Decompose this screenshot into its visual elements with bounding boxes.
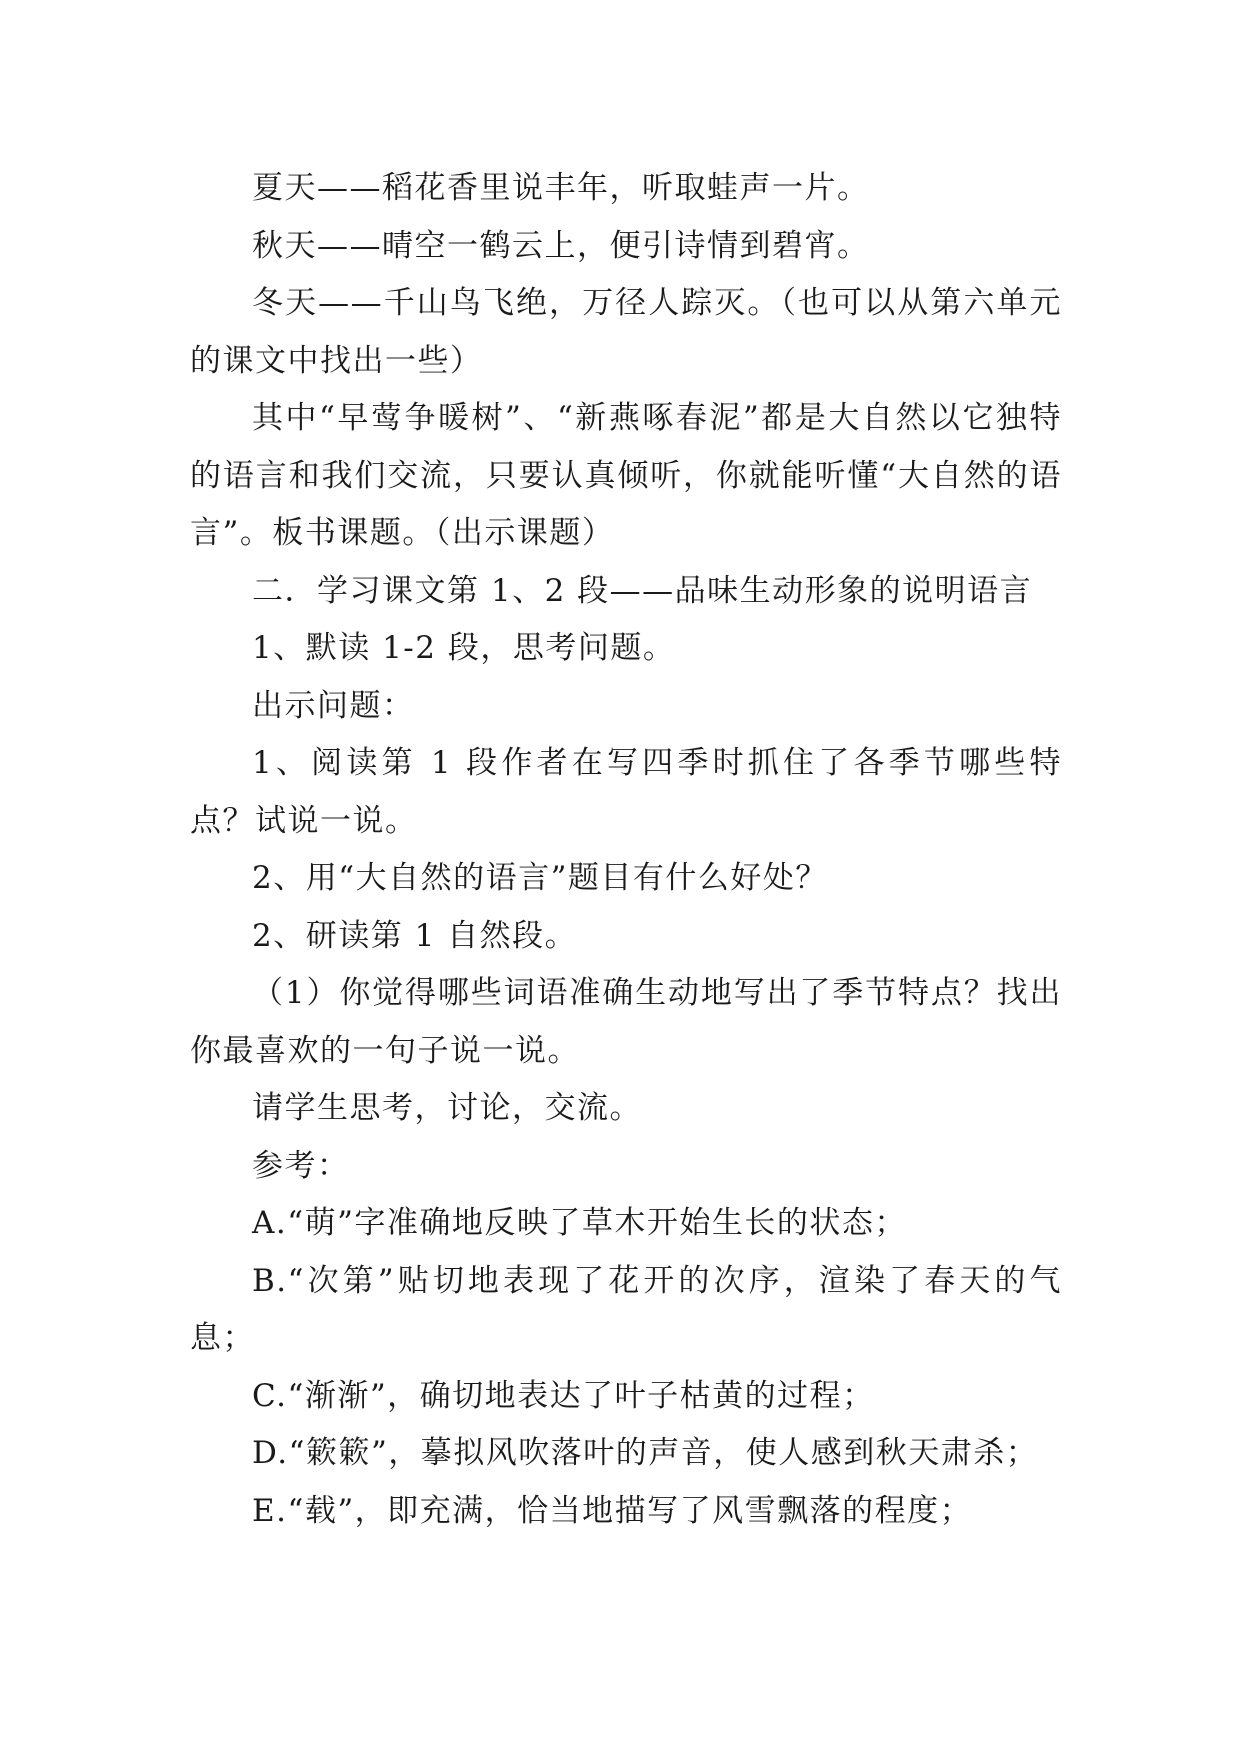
- paragraph-intro-title: 其中“早莺争暖树”、“新燕啄春泥”都是大自然以它独特的语言和我们交流，只要认真倾听，你就能听懂“大自然的语言”。板书课题。（出示课题）: [190, 400, 1062, 551]
- step-study-paragraph-1: 2、研读第 1 自然段。: [252, 917, 578, 954]
- document-body: [190, 160, 1062, 1540]
- paragraph-autumn: 秋天——晴空一鹤云上，便引诗情到碧宵。: [252, 227, 870, 264]
- step-silent-reading: 1、默读 1-2 段，思考问题。: [252, 630, 676, 666]
- reference-d: D.“簌簌”，摹拟风吹落叶的声音，使人感到秋天肃杀；: [252, 1435, 1039, 1471]
- paragraph-winter: 冬天——千山鸟飞绝，万径人踪灭。（也可以从第六单元的课文中找出一些）: [190, 285, 1062, 379]
- reference-c: C.“渐渐”，确切地表达了叶子枯黄的过程；: [252, 1377, 875, 1414]
- reference-label: 参考：: [252, 1147, 350, 1184]
- reference-b: B.“次第”贴切地表现了花开的次序，渲染了春天的气息；: [190, 1262, 1062, 1356]
- reference-e: E.“载”，即充满，恰当地描写了风雪飘落的程度；: [252, 1492, 973, 1529]
- reference-a: A.“萌”字准确地反映了草木开始生长的状态；: [252, 1205, 907, 1241]
- paragraph-summer: 夏天——稻花香里说丰年，听取蛙声一片。: [252, 170, 870, 206]
- section-heading-2: 二．学习课文第 1、2 段——品味生动形象的说明语言: [252, 572, 1033, 609]
- question-2: 2、用“大自然的语言”题目有什么好处？: [252, 860, 828, 896]
- discussion-prompt: 请学生思考，讨论，交流。: [252, 1090, 642, 1126]
- sub-question-1: （1）你觉得哪些词语准确生动地写出了季节特点？找出你最喜欢的一句子说一说。: [190, 975, 1062, 1069]
- question-1: 1、阅读第 1 段作者在写四季时抓住了各季节哪些特点？试说一说。: [190, 745, 1062, 839]
- questions-label: 出示问题：: [252, 687, 415, 724]
